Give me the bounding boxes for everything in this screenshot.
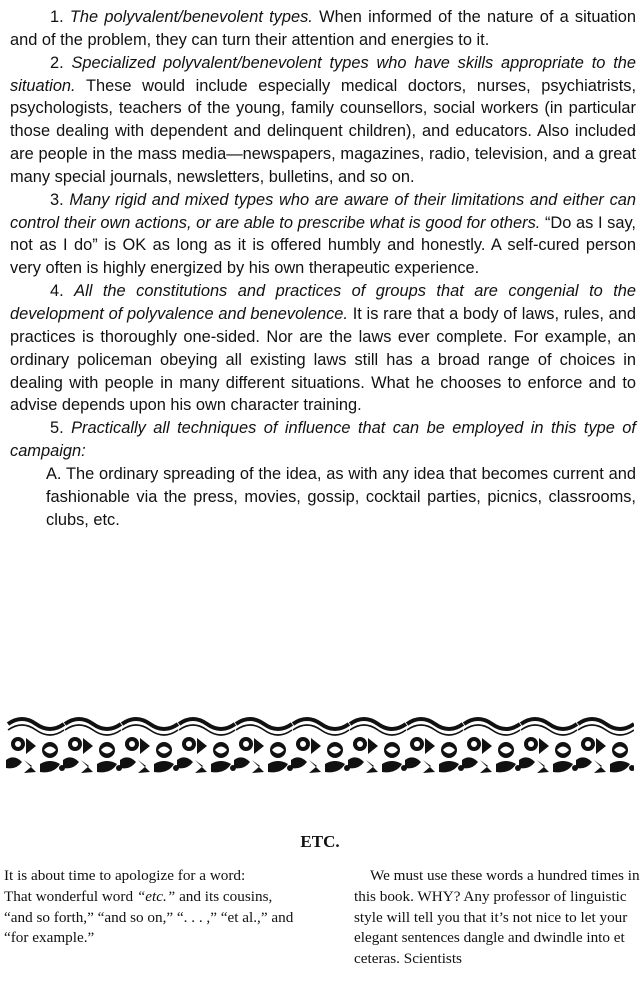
item-lead-italic: Many rigid and mixed types who are aware of their limitations and either can control their own actions, or are able to prescribe what is good for others. bbox=[10, 190, 636, 232]
item-text: “Do as I say, not as I do” is OK as long as it is offered humbly and honestly. A self-cured person very often is highly energized by his own therapeutic experience. bbox=[10, 213, 636, 278]
right-paragraph-1: We must use these words a hundred times in this book. WHY? Any professor of linguistic style will tell you that it’s not nice to let your elegant sentences dangle and dwindle into et ceteras. Scientists bbox=[354, 867, 640, 968]
list-item-1 bbox=[10, 6, 636, 52]
text-run: That wonderful word bbox=[4, 887, 137, 905]
left-paragraph-2 bbox=[4, 887, 294, 949]
list-item-3 bbox=[10, 189, 636, 280]
left-paragraph-1: It is about time to apologize for a word: bbox=[4, 867, 246, 884]
list-item-2 bbox=[10, 52, 636, 189]
list-item-5 bbox=[10, 417, 636, 463]
item-number: 5. bbox=[50, 419, 64, 438]
list-item-4 bbox=[10, 280, 636, 417]
item-number: 4. bbox=[50, 282, 64, 301]
item-number: 1. bbox=[50, 8, 64, 26]
item-text: When informed of the nature of a situation and of the problem, they can turn their attention and energies to it. bbox=[10, 8, 636, 49]
item-lead-italic: Specialized polyvalent/benevolent types who have skills appropriate to the situation. bbox=[10, 53, 636, 95]
item-text: These would include especially medical doctors, nurses, psychiatrists, psychologists, teachers of the young, family counsellors, social workers (in particular those dealing with dependent and delinquent children), and educators. Also included are people in the mass media—newspapers, magazines, radio, television, and a great many special journals, newsletters, bulletins, and so on. bbox=[10, 76, 636, 186]
item-lead-italic: The polyvalent/benevolent types. bbox=[69, 8, 313, 26]
item-text: It is rare that a body of laws, rules, and practices is thoroughly one-sided. Nor are the laws ever complete. For example, an ordinary policeman obeying all existing laws still has a broad range of choices in dealing with people in many different situations. What he chooses to enforce and to advise depends upon his own character training. bbox=[10, 304, 636, 415]
right-column bbox=[354, 866, 640, 970]
italic-word: “etc.” bbox=[136, 887, 176, 905]
section-heading: ETC. bbox=[300, 832, 340, 851]
item-number: 2. bbox=[50, 53, 64, 72]
sub-item-a: A. The ordinary spreading of the idea, as with any idea that becomes current and fashionable via the press, movies, gossip, cocktail parties, picnics, classrooms, clubs, etc. bbox=[46, 464, 636, 529]
item-lead-italic: Practically all techniques of influence that can be employed in this type of campaign: bbox=[10, 419, 636, 461]
item-number: 3. bbox=[50, 190, 64, 209]
left-column bbox=[4, 866, 294, 949]
item-lead-italic: All the constitutions and practices of groups that are congenial to the development of polyvalence and benevolence. bbox=[10, 282, 637, 323]
text-run: and its cousins, “and so forth,” “and so on,” “. . . ,” “et al.,” and “for example.” bbox=[4, 887, 294, 947]
decorative-border-ornament bbox=[6, 716, 634, 776]
numbered-list bbox=[10, 6, 636, 531]
